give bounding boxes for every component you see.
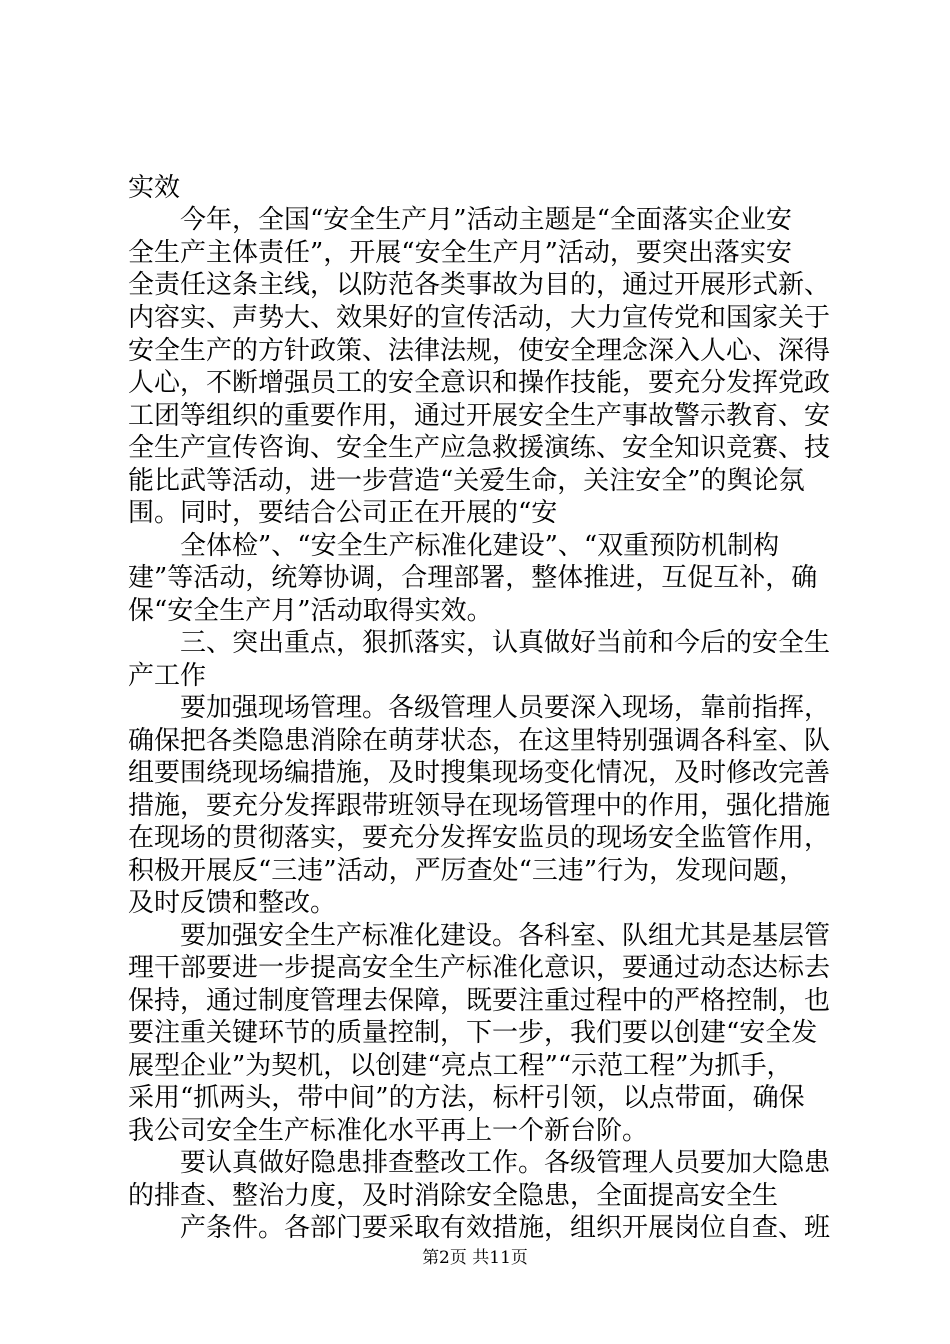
- text-line: 组要围绕现场编措施，及时搜集现场变化情况，及时修改完善: [128, 758, 831, 788]
- text-line: 及时反馈和整改。: [128, 888, 337, 918]
- text-line: 积极开展反“三违”活动，严厉查处“三违”行为，发现问题，: [128, 856, 806, 886]
- text-line: 人心，不断增强员工的安全意识和操作技能，要充分发挥党政: [128, 368, 831, 398]
- text-line: 要加强现场管理。各级管理人员要深入现场，靠前指挥，: [180, 693, 831, 723]
- text-line: 要注重关键环节的质量控制，下一步，我们要以创建“安全发: [128, 1018, 818, 1048]
- page-number: 第2页 共11页: [422, 1248, 528, 1268]
- text-line: 要加强安全生产标准化建设。各科室、队组尤其是基层管: [180, 921, 831, 951]
- text-line: 在现场的贯彻落实，要充分发挥安监员的现场安全监管作用，: [128, 823, 831, 853]
- text-line: 能比武等活动，进一步营造“关爱生命，关注安全”的舆论氛: [128, 466, 805, 496]
- text-line: 要认真做好隐患排查整改工作。各级管理人员要加大隐患: [180, 1148, 831, 1178]
- text-line: 建”等活动，统筹协调，合理部署，整体推进，互促互补，确: [128, 563, 818, 593]
- section-heading: 产工作: [128, 661, 207, 691]
- text-line: 展型企业”为契机，以创建“亮点工程”“示范工程”为抓手，: [128, 1051, 793, 1081]
- text-line: 理干部要进一步提高安全生产标准化意识，要通过动态达标去: [128, 953, 831, 983]
- text-line: 我公司安全生产标准化水平再上一个新台阶。: [128, 1116, 649, 1146]
- text-line: 全生产主体责任”，开展“安全生产月”活动，要突出落实安: [128, 238, 792, 268]
- text-line: 全体检”、“安全生产标准化建设”、“双重预防机制构: [180, 531, 780, 561]
- text-line: 工团等组织的重要作用，通过开展安全生产事故警示教育、安: [128, 401, 831, 431]
- text-line: 全生产宣传咨询、安全生产应急救援演练、安全知识竞赛、技: [128, 433, 831, 463]
- text-line: 内容实、声势大、效果好的宣传活动，大力宣传党和国家关于: [128, 303, 831, 333]
- text-line: 确保把各类隐患消除在萌芽状态，在这里特别强调各科室、队: [128, 726, 831, 756]
- text-line: 产条件。各部门要采取有效措施，组织开展岗位自查、班: [180, 1213, 831, 1243]
- text-line: 围。同时，要结合公司正在开展的“安: [128, 498, 558, 528]
- text-line: 安全生产的方针政策、法律法规，使安全理念深入人心、深得: [128, 336, 831, 366]
- text-line: 保持，通过制度管理去保障，既要注重过程中的严格控制，也: [128, 986, 831, 1016]
- text-line: 措施，要充分发挥跟带班领导在现场管理中的作用，强化措施: [128, 791, 831, 821]
- text-line: 的排查、整治力度，及时消除安全隐患，全面提高安全生: [128, 1181, 779, 1211]
- text-line: 今年，全国“安全生产月”活动主题是“全面落实企业安: [180, 205, 792, 235]
- text-line: 全责任这条主线，以防范各类事故为目的，通过开展形式新、: [128, 270, 831, 300]
- text-line: 实效: [128, 173, 181, 203]
- text-line: 保“安全生产月”活动取得实效。: [128, 596, 493, 626]
- text-line: 采用“抓两头，带中间”的方法，标杆引领，以点带面，确保: [128, 1083, 805, 1113]
- section-heading: 三、突出重点，狠抓落实，认真做好当前和今后的安全生: [180, 628, 831, 658]
